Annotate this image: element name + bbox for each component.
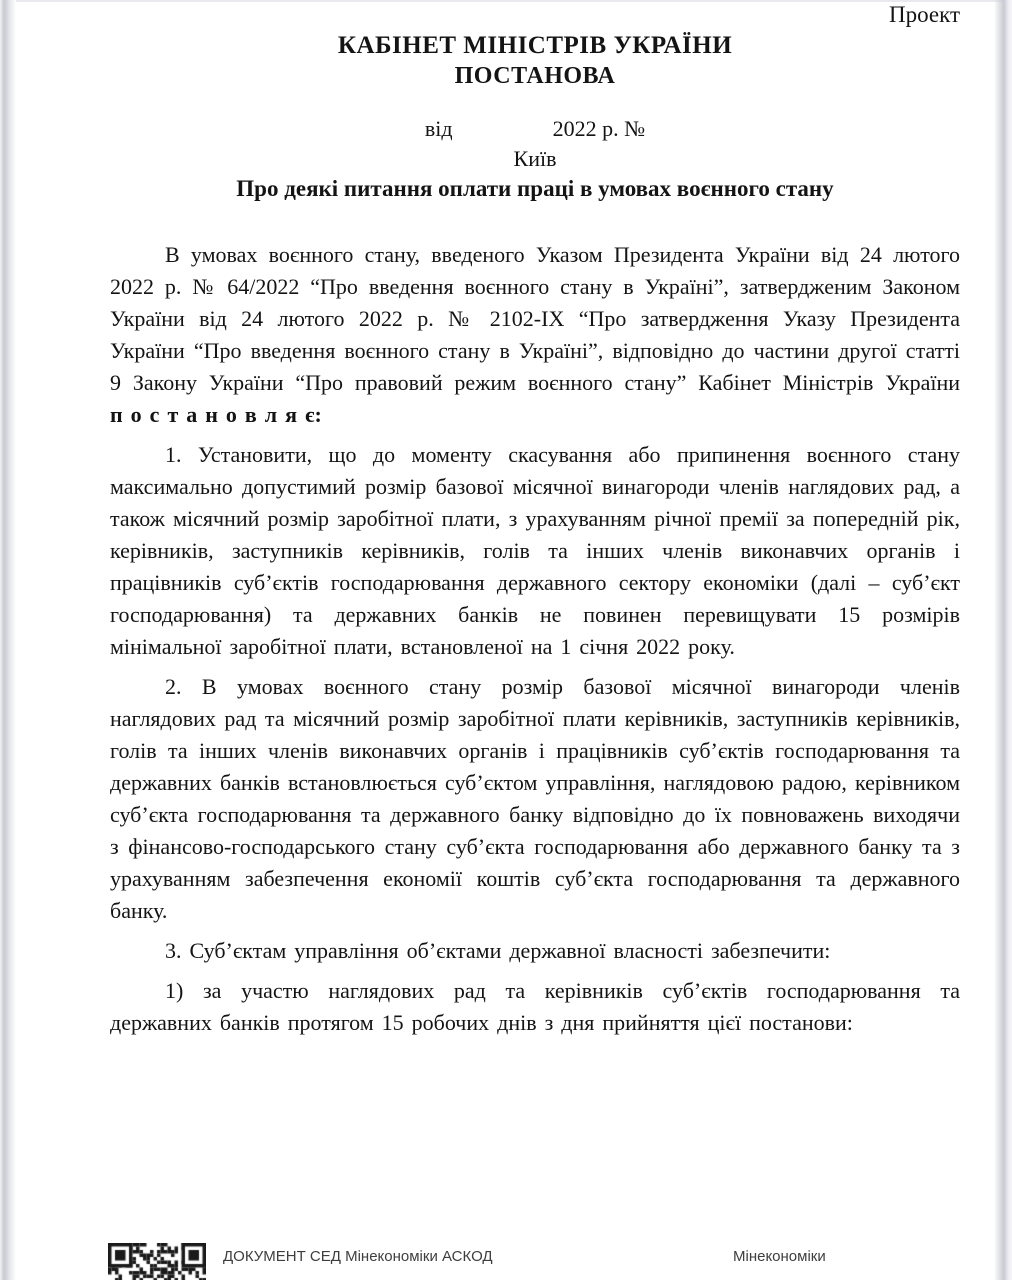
intro-text: В умовах воєнного стану, введеного Указом Президента України від 24 лютого 2022 р. № 64/2022 “Про введення воєнного стану в Україні”, затвердженим Законом України від 24 лютого 2022 р. № 2102-ІХ “Про затвердження Указу Президента України “Про введення воєнного стану в Україні”, відповідно до частини другої статті 9 Закону України “Про правовий режим воєнного стану” Кабінет Міністрів України bbox=[110, 242, 960, 395]
organization-name: КАБІНЕТ МІНІСТРІВ УКРАЇНИ bbox=[337, 32, 733, 59]
page-edge-left bbox=[0, 0, 16, 1280]
document-body bbox=[110, 239, 960, 1039]
footer-system-label: ДОКУМЕНТ СЕД Мінекономіки АСКОД bbox=[223, 1248, 493, 1265]
intro-paragraph bbox=[110, 239, 960, 431]
city-name: Київ bbox=[513, 146, 557, 171]
paragraph-point-1: 1. Установити, що до моменту скасування або припинення воєнного стану максимально допустимий розмір базової місячної винагороди членів наглядових рад, а також місячний розмір заробітної плати, з урахуванням річної премії за попередній рік, керівників, заступників керівників, голів та інших членів виконавчих органів і працівників суб’єктів господарювання державного сектору економіки (далі – суб’єкт господарювання) та державних банків не повинен перевищувати 15 розмірів мінімальної заробітної плати, встановленої на 1 січня 2022 року. bbox=[110, 442, 960, 659]
draft-label: Проект bbox=[888, 2, 960, 27]
qr-code-icon bbox=[108, 1243, 206, 1280]
resolution-verb: п о с т а н о в л я є: bbox=[110, 402, 322, 427]
footer-ministry-label: Мінекономіки bbox=[733, 1248, 826, 1265]
date-line bbox=[110, 114, 960, 144]
paragraph-point-3: 3. Суб’єктам управління об’єктами державної власності забезпечити: bbox=[165, 938, 831, 963]
paragraph-point-2: 2. В умовах воєнного стану розмір базової місячної винагороди членів наглядових рад та місячний розмір заробітної плати керівників, заступників керівників, голів та інших членів виконавчих органів і працівників суб’єктів господарювання та державних банків встановлюється суб’єктом управління, наглядовою радою, керівником суб’єкта господарювання та державного банку відповідно до їх повноважень виходячи з фінансово-господарського стану суб’єкта господарювання або державного банку та з урахуванням забезпечення економії коштів суб’єкта господарювання та державного банку. bbox=[110, 674, 960, 923]
document-type: ПОСТАНОВА bbox=[454, 63, 616, 89]
date-value: 2022 р. № bbox=[552, 116, 646, 141]
document-title: Про деякі питання оплати праці в умовах воєнного стану bbox=[236, 176, 834, 201]
paragraph-subpoint-1: 1) за участю наглядових рад та керівників суб’єктів господарювання та державних банків протягом 15 робочих днів з дня прийняття цієї постанови: bbox=[110, 978, 960, 1035]
date-prefix: від bbox=[424, 116, 453, 141]
document-content bbox=[110, 0, 960, 1039]
page-edge-right bbox=[994, 0, 1012, 1280]
